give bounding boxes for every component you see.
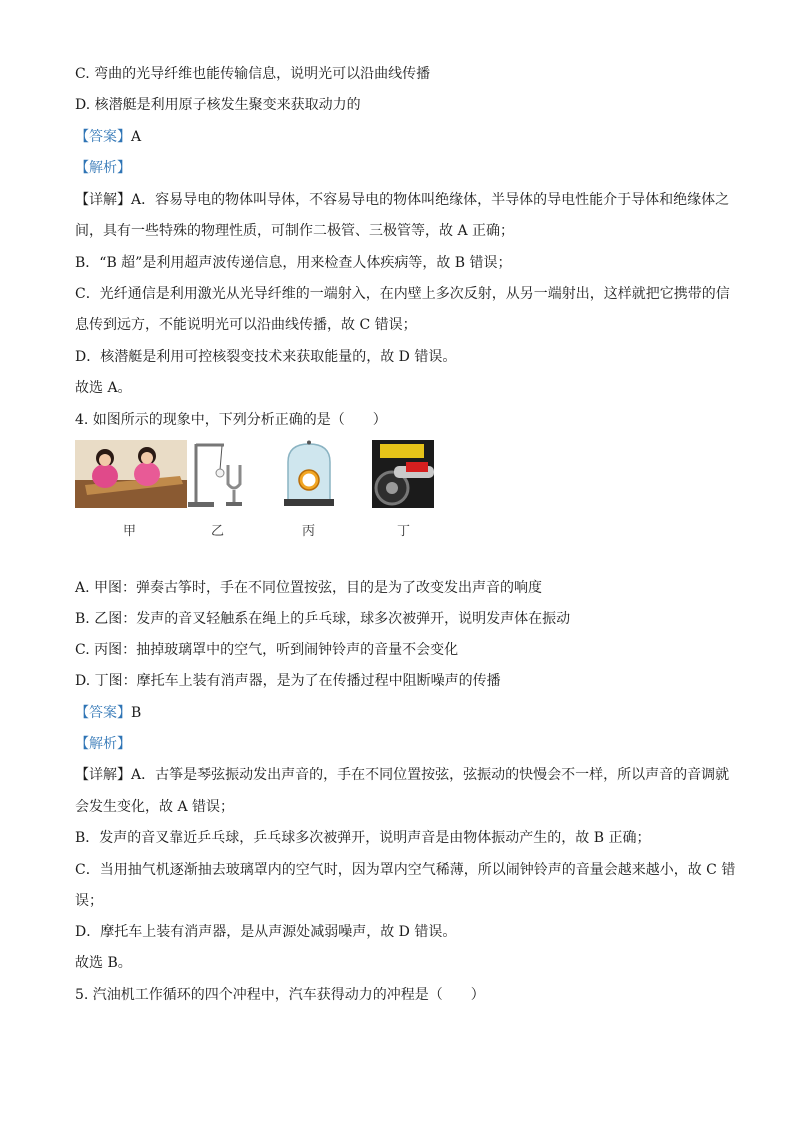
option-d: D. 丁图：摩托车上装有消声器，是为了在传播过程中阻断噪声的传播 — [75, 673, 501, 689]
detail2-line-4: C．当用抽气机逐渐抽去玻璃罩内的空气时，因为罩内空气稀薄，所以闹钟铃声的音量会越来越小，故 C 错 — [75, 862, 736, 878]
answer-tag: 【答案】 — [75, 129, 131, 145]
detail-line-6: D．核潜艇是利用可控核裂变技术来获取能量的，故 D 错误。 — [75, 349, 457, 365]
answer-tag-2: 【答案】 — [75, 705, 131, 721]
guzheng-photo-icon — [75, 440, 187, 508]
detail-line-5: 息传到远方，不能说明光可以沿曲线传播，故 C 错误； — [75, 317, 417, 333]
answer-line-2 — [75, 703, 141, 723]
option-b: B. 乙图：发声的音叉轻触系在绳上的乒乓球，球多次被弹开，说明发声体在振动 — [75, 611, 571, 627]
detail-line-4: C．光纤通信是利用激光从光导纤维的一端射入，在内壁上多次反射，从另一端射出，这样就把它携带的信 — [75, 286, 730, 302]
tuning-fork-icon — [188, 440, 253, 508]
question-4: 4. 如图所示的现象中，下列分析正确的是（ ） — [75, 412, 387, 428]
figure-ding — [372, 440, 434, 512]
detail2-line-6: D．摩托车上装有消声器，是从声源处减弱噪声，故 D 错误。 — [75, 924, 457, 940]
answer-value: A — [131, 129, 142, 145]
caption-bing: 丙 — [302, 524, 316, 539]
answer-value-2: B — [131, 705, 142, 721]
figure-jia — [75, 440, 187, 512]
detail2-line-3: B．发声的音叉靠近乒乓球，乒乓球多次被弹开，说明声音是由物体振动产生的，故 B 正确； — [75, 830, 651, 846]
question-5: 5. 汽油机工作循环的四个冲程中，汽车获得动力的冲程是（ ） — [75, 987, 485, 1003]
line-option-c-prev: C. 弯曲的光导纤维也能传输信息，说明光可以沿曲线传播 — [75, 66, 431, 82]
analysis-tag-2: 【解析】 — [75, 736, 131, 752]
line-option-d-prev: D. 核潜艇是利用原子核发生聚变来获取动力的 — [75, 97, 361, 113]
detail2-line-1: 【详解】A．古筝是琴弦振动发出声音的，手在不同位置按弦，弦振动的快慢会不一样，所以声音的音调就 — [75, 767, 730, 783]
detail2-line-2: 会发生变化，故 A 错误； — [75, 799, 235, 815]
figure-yi — [188, 440, 253, 512]
detail2-line-5: 误； — [75, 893, 103, 909]
figure-bing — [282, 440, 336, 512]
analysis-tag-1: 【解析】 — [75, 160, 131, 176]
detail-line-2: 间，具有一些特殊的物理性质，可制作二极管、三极管等，故 A 正确； — [75, 223, 515, 239]
figure-row — [75, 440, 455, 540]
caption-yi: 乙 — [211, 524, 225, 539]
caption-jia: 甲 — [123, 524, 137, 539]
option-a: A. 甲图：弹奏古筝时，手在不同位置按弦，目的是为了改变发出声音的响度 — [75, 580, 543, 596]
answer-line-1 — [75, 127, 141, 147]
conclusion-line-2: 故选 B。 — [75, 955, 132, 971]
bell-jar-clock-icon — [282, 440, 336, 508]
option-c: C. 丙图：抽掉玻璃罩中的空气，听到闹钟铃声的音量不会变化 — [75, 642, 459, 658]
motorcycle-muffler-icon — [372, 440, 434, 508]
caption-ding: 丁 — [397, 524, 411, 539]
conclusion-line-1: 故选 A。 — [75, 380, 132, 396]
detail-line-1: 【详解】A．容易导电的物体叫导体，不容易导电的物体叫绝缘体，半导体的导电性能介于导体和绝缘体之 — [75, 192, 730, 208]
detail-line-3: B．“B 超”是利用超声波传递信息，用来检查人体疾病等，故 B 错误； — [75, 255, 512, 271]
